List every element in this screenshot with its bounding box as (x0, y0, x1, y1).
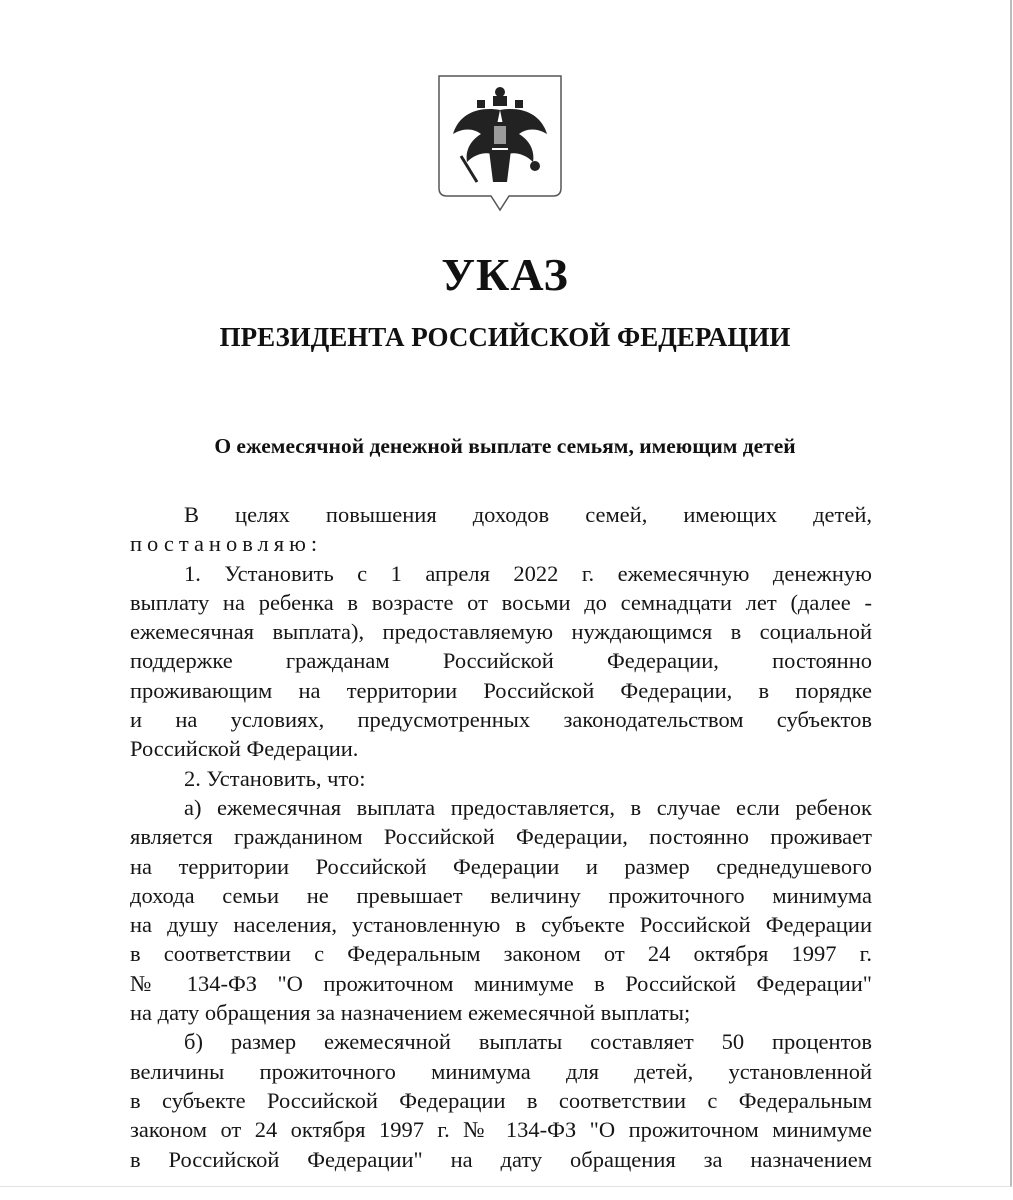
text-line: в соответствии с Федеральным законом от 24 октября 1997 г. (130, 941, 872, 967)
text-line: на территории Российской Федерации и размер среднедушевого (130, 853, 872, 879)
text-line: ежемесячная выплата), предоставляемую нуждающимся в социальной (130, 619, 872, 645)
text-line: величины прожиточного минимума для детей, установленной (130, 1058, 872, 1084)
text-line: 2. Установить, что: (184, 765, 366, 791)
coat-of-arms-icon (433, 70, 567, 220)
text-line: № 134-ФЗ "О прожиточном минимуме в Российской Федерации" (130, 970, 872, 996)
text-line: Российской Федерации. (130, 736, 359, 762)
text-line: на душу населения, установленную в субъекте Российской Федерации (130, 912, 872, 938)
text-line: постановляю: (130, 531, 323, 557)
text-line: является гражданином Российской Федерации, постоянно проживает (130, 824, 872, 850)
text-line: дохода семьи не превышает величину прожиточного минимума (130, 882, 872, 908)
text-line: 1. Установить с 1 апреля 2022 г. ежемесячную денежную (184, 560, 872, 586)
text-line: а) ежемесячная выплата предоставляется, в случае если ребенок (184, 794, 872, 820)
text-line: на дату обращения за назначением ежемесячной выплаты; (130, 1000, 691, 1026)
document-subtitle: ПРЕЗИДЕНТА РОССИЙСКОЙ ФЕДЕРАЦИИ (219, 322, 791, 352)
text-line: проживающим на территории Российской Федерации, в порядке (130, 677, 872, 703)
text-line: В целях повышения доходов семей, имеющих детей, (184, 502, 872, 527)
document-heading: О ежемесячной денежной выплате семьям, имеющим детей (214, 434, 796, 458)
text-line: и на условиях, предусмотренных законодательством субъектов (130, 707, 872, 733)
document-title: УКАЗ (441, 249, 569, 300)
text-line: в субъекте Российской Федерации в соответствии с Федеральным (130, 1087, 872, 1113)
text-line: б) размер ежемесячной выплаты составляет 50 процентов (184, 1029, 872, 1055)
document-body (130, 500, 872, 1174)
text-line: в Российской Федерации" на дату обращения за назначением (130, 1146, 872, 1172)
text-line: выплату на ребенка в возрасте от восьми до семнадцати лет (далее - (130, 589, 872, 615)
text-line: поддержке гражданам Российской Федерации, постоянно (130, 648, 872, 674)
text-line: законом от 24 октября 1997 г. № 134-ФЗ "О прожиточном минимуме (130, 1117, 872, 1143)
